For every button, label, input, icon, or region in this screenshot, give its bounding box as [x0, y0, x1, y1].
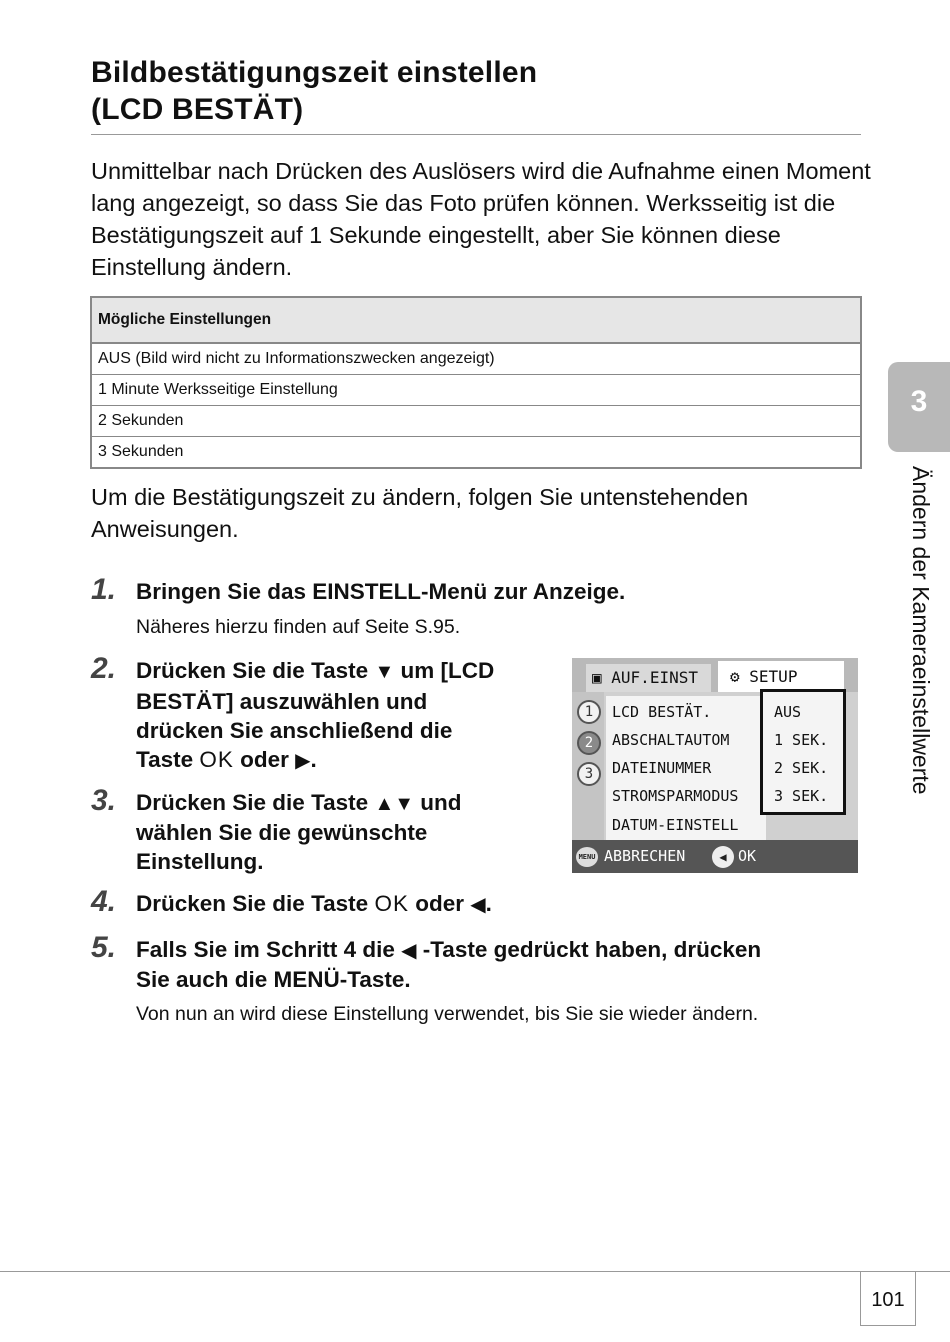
menu-button-icon: MENU [576, 847, 598, 867]
step-2-line-3: drücken Sie anschließend die [136, 718, 453, 743]
footer-divider [0, 1271, 950, 1272]
title-line-2: (LCD BESTÄT) [91, 93, 304, 126]
down-arrow-icon: ▼ [374, 661, 395, 683]
step-3-line-1: Drücken Sie die Taste ▲▼ und [136, 790, 462, 815]
intro-paragraph: Unmittelbar nach Drücken des Auslösers wird die Aufnahme einen Moment lang angezeigt, so dass Sie das Foto prüfen können. Werksseitig ist die Bestätigungszeit auf 1 Sekunde eingestellt, aber Sie können diese Einstellung ändern. [91, 158, 871, 280]
step-4-heading: Drücken Sie die Taste OK oder ◀. [136, 891, 492, 916]
lcd-menu-item: ABSCHALTAUTOM [612, 731, 730, 749]
step-3-line-3: Einstellung. [136, 849, 264, 874]
left-arrow-icon: ◀ [470, 894, 486, 916]
chapter-number: 3 [910, 385, 928, 418]
table-row: 3 Sekunden [91, 437, 861, 469]
lcd-option: 3 SEK. [774, 787, 829, 805]
lcd-ok-label: OK [738, 847, 757, 865]
lcd-cancel-label: ABBRECHEN [604, 847, 686, 865]
table-row: 2 Sekunden [91, 406, 861, 437]
lcd-option: AUS [774, 703, 802, 721]
instructions-intro: Um die Bestätigungszeit zu ändern, folgen Sie untenstehenden Anweisungen. [91, 484, 749, 542]
lcd-page-3: 3 [577, 762, 601, 786]
step-3-line-2: wählen Sie die gewünschte [136, 820, 428, 845]
lcd-bottom-bar [572, 840, 858, 873]
lcd-menu-item: LCD BESTÄT. [612, 703, 712, 721]
lcd-tab-setup: ⚙ SETUP [718, 661, 844, 692]
left-button-icon: ◀ [712, 846, 734, 868]
step-5-line-2: Sie auch die MENÜ-Taste. [136, 967, 411, 992]
wrench-icon: ⚙ [730, 667, 740, 686]
right-arrow-icon: ▶ [295, 750, 311, 772]
page-title [91, 54, 861, 128]
step-1-heading: Bringen Sie das EINSTELL-Menü zur Anzeige. [136, 579, 626, 604]
lcd-tab-auf-einst: ▣ AUF.EINST [586, 664, 711, 692]
step-3-number: 3. [91, 784, 117, 817]
chapter-title: Ändern der Kameraeinstellwerte [908, 466, 934, 795]
lcd-option: 2 SEK. [774, 759, 829, 777]
step-5-number: 5. [91, 931, 117, 964]
title-line-1: Bildbestätigungszeit einstellen [91, 56, 538, 89]
lcd-page-2: 2 [577, 731, 601, 755]
step-2-number: 2. [91, 652, 117, 685]
step-2-line-4: Taste OK oder ▶. [136, 747, 317, 772]
left-arrow-icon: ◀ [401, 940, 417, 962]
lcd-menu-item: DATUM-EINSTELL [612, 816, 739, 834]
page-number: 101 [860, 1271, 916, 1326]
lcd-page-1: 1 [577, 700, 601, 724]
up-down-arrow-icon: ▲▼ [374, 793, 415, 815]
lcd-tab-bar [572, 658, 858, 692]
camera-icon: ▣ [592, 668, 602, 687]
lcd-option: 1 SEK. [774, 731, 829, 749]
table-row: 1 Minute Werksseitige Einstellung [91, 375, 861, 406]
step-2-line-1: Drücken Sie die Taste ▼ um [LCD [136, 658, 495, 683]
lcd-menu-item: DATEINUMMER [612, 759, 712, 777]
settings-table [90, 296, 862, 469]
lcd-menu-item: STROMSPARMODUS [612, 787, 739, 805]
ok-button-icon: OK [374, 891, 409, 916]
ok-button-icon: OK [199, 747, 234, 772]
settings-table-header: Mögliche Einstellungen [91, 297, 861, 343]
step-5-line-1: Falls Sie im Schritt 4 die ◀ -Taste gedrückt haben, drücken [136, 937, 762, 962]
step-5-note: Von nun an wird diese Einstellung verwendet, bis Sie sie wieder ändern. [136, 1003, 759, 1025]
step-1-number: 1. [91, 573, 117, 606]
table-row: AUS (Bild wird nicht zu Informationszwecken angezeigt) [91, 343, 861, 375]
step-2-line-2: BESTÄT] auszuwählen und [136, 689, 428, 714]
title-divider [91, 134, 861, 135]
step-1-note: Näheres hierzu finden auf Seite S.95. [136, 616, 461, 638]
step-4-number: 4. [91, 885, 117, 918]
camera-lcd-screenshot [572, 658, 858, 873]
